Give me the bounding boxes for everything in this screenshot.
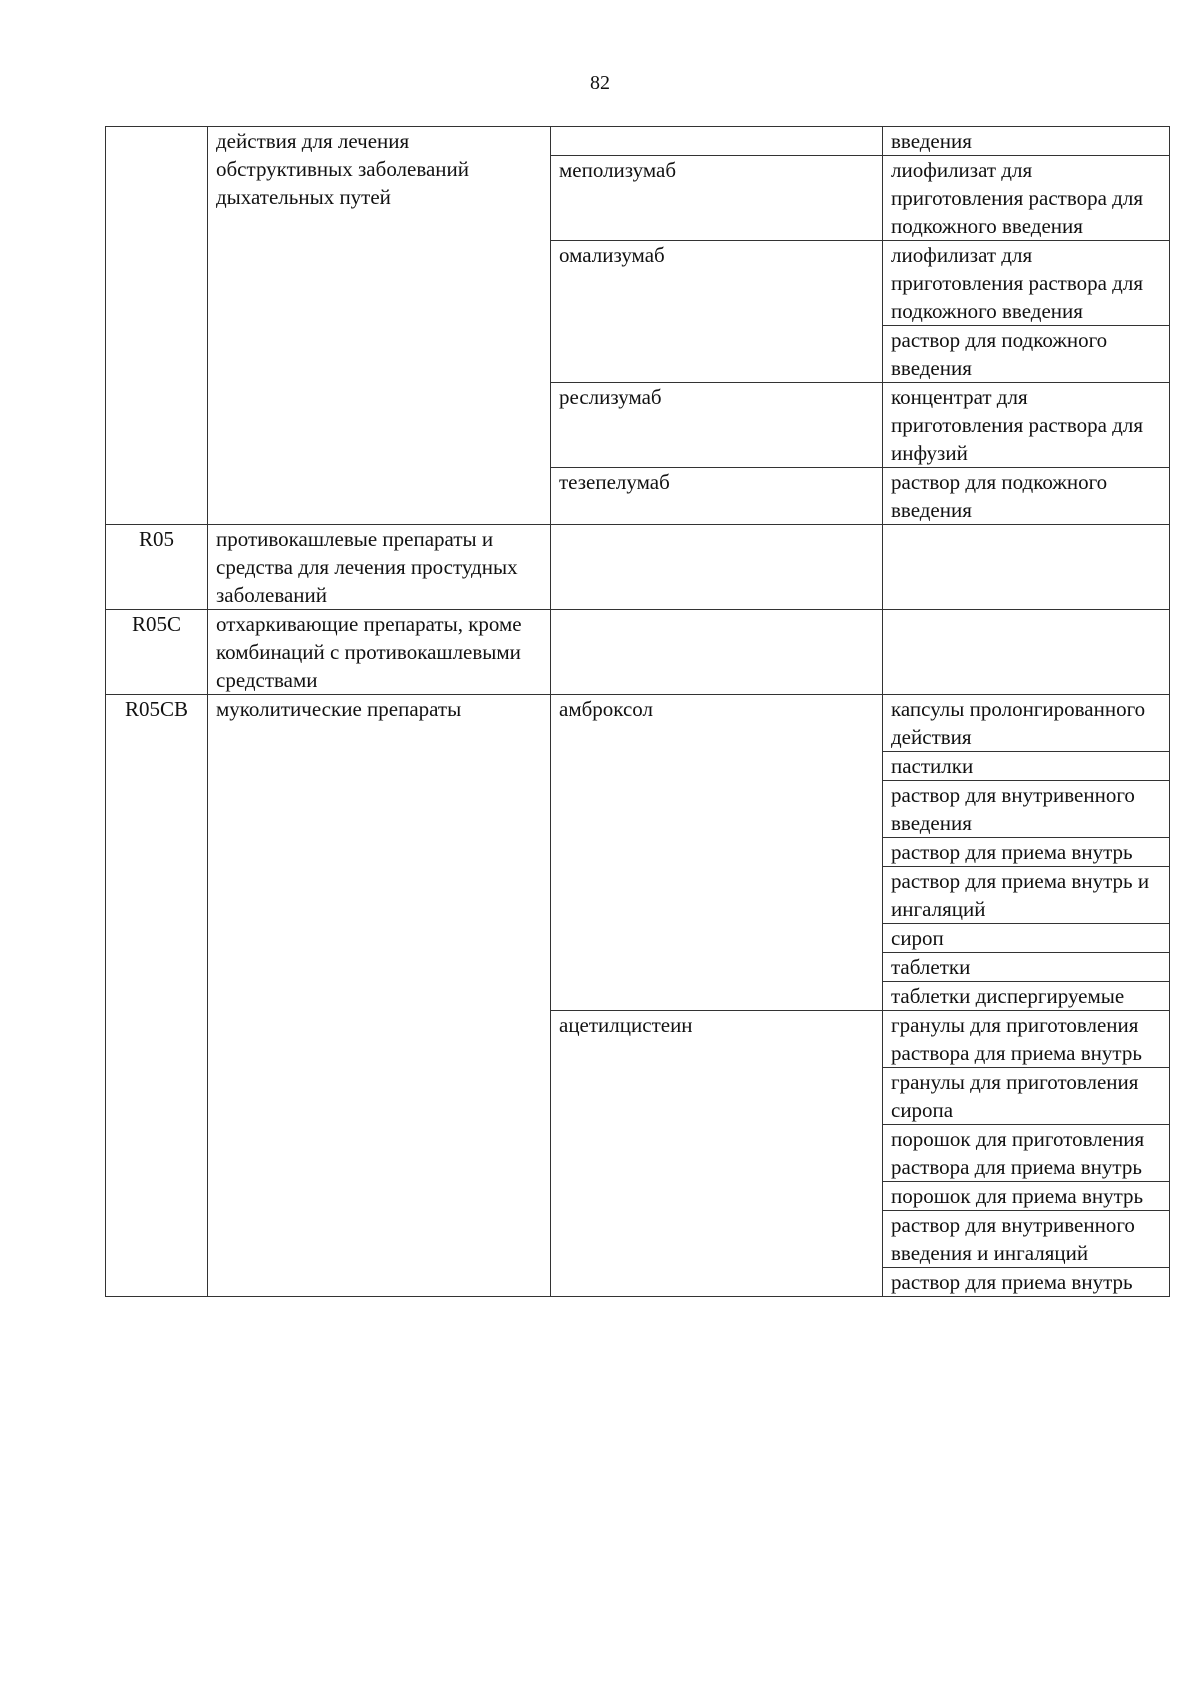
table-row [106, 695, 1170, 752]
form-cell: раствор для подкожного введения [883, 468, 1170, 525]
form-cell [883, 610, 1170, 695]
form-cell: концентрат для приготовления раствора для инфузий [883, 383, 1170, 468]
form-cell: таблетки диспергируемые [883, 982, 1170, 1011]
form-cell: сироп [883, 924, 1170, 953]
drug-table [105, 126, 1170, 1297]
form-cell: лиофилизат для приготовления раствора для подкожного введения [883, 241, 1170, 326]
group-cell: действия для лечения обструктивных заболеваний дыхательных путей [208, 127, 551, 525]
form-cell [883, 525, 1170, 610]
table-row [106, 127, 1170, 156]
form-cell: гранулы для приготовления сиропа [883, 1068, 1170, 1125]
atc-code: R05 [106, 525, 208, 610]
form-cell: порошок для приготовления раствора для приема внутрь [883, 1125, 1170, 1182]
form-cell: лиофилизат для приготовления раствора для подкожного введения [883, 156, 1170, 241]
atc-code: R05C [106, 610, 208, 695]
group-name: муколитические препараты [208, 695, 551, 1297]
form-cell: раствор для приема внутрь [883, 1268, 1170, 1297]
table-row [106, 525, 1170, 610]
drug-name: реслизумаб [551, 383, 883, 468]
page-number: 82 [590, 72, 610, 94]
form-cell: введения [883, 127, 1170, 156]
form-cell: гранулы для приготовления раствора для приема внутрь [883, 1011, 1170, 1068]
form-cell: таблетки [883, 953, 1170, 982]
form-cell: раствор для подкожного введения [883, 326, 1170, 383]
group-name: противокашлевые препараты и средства для лечения простудных заболеваний [208, 525, 551, 610]
atc-code-cell [106, 127, 208, 525]
form-cell: раствор для внутривенного введения [883, 781, 1170, 838]
drug-name: меполизумаб [551, 156, 883, 241]
drug-name: омализумаб [551, 241, 883, 383]
atc-code: R05CB [106, 695, 208, 1297]
form-cell: капсулы пролонгированного действия [883, 695, 1170, 752]
drug-cell [551, 525, 883, 610]
drug-cell [551, 127, 883, 156]
group-name: отхаркивающие препараты, кроме комбинаций с противокашлевыми средствами [208, 610, 551, 695]
drug-name: тезепелумаб [551, 468, 883, 525]
drug-name: ацетилцистеин [551, 1011, 883, 1297]
form-cell: пастилки [883, 752, 1170, 781]
table-row [106, 610, 1170, 695]
form-cell: раствор для приема внутрь и ингаляций [883, 867, 1170, 924]
form-cell: порошок для приема внутрь [883, 1182, 1170, 1211]
drug-name: амброксол [551, 695, 883, 1011]
form-cell: раствор для внутривенного введения и ингаляций [883, 1211, 1170, 1268]
form-cell: раствор для приема внутрь [883, 838, 1170, 867]
drug-cell [551, 610, 883, 695]
